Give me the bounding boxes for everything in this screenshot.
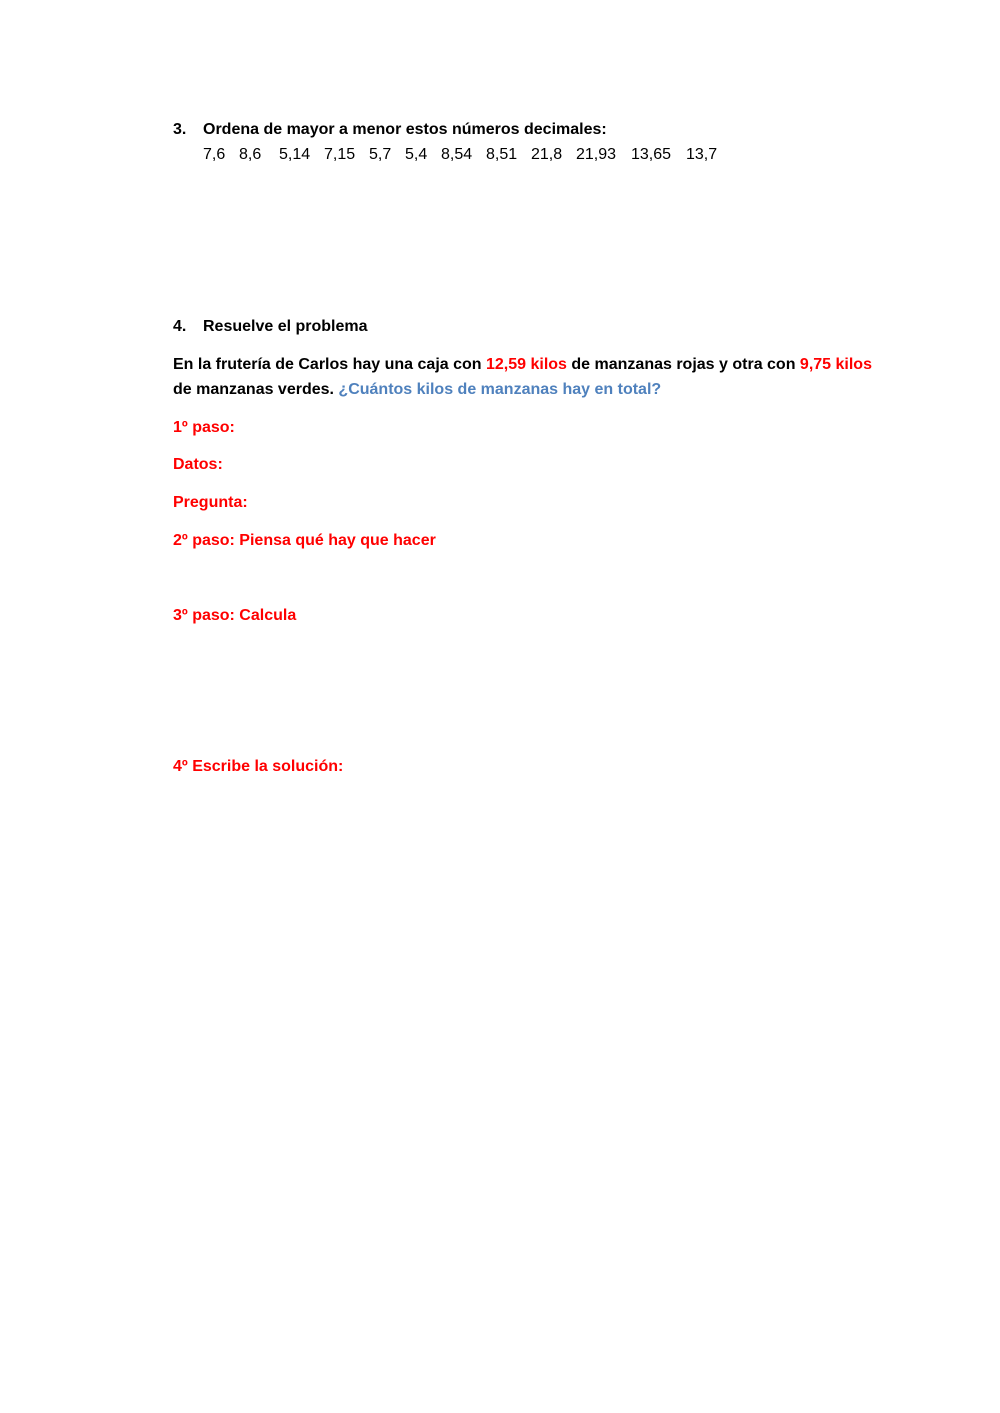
problem-line-1 [173,355,872,375]
pregunta-label: Pregunta: [173,494,248,511]
decimal-number: 7,15 [324,146,356,163]
problem-quantity-red-apples: 12,59 kilos [486,356,567,373]
decimal-number: 8,6 [239,146,262,163]
decimal-number: 13,7 [686,146,718,163]
decimal-number: 5,4 [405,146,428,163]
q3-number-list [203,145,763,165]
decimal-number: 5,7 [369,146,392,163]
decimal-number: 8,51 [486,146,518,163]
q3-number: 3. [173,121,187,138]
step-2-label: 2º paso: Piensa qué hay que hacer [173,532,436,549]
step-4-label: 4º Escribe la solución: [173,758,344,775]
problem-line-2 [173,380,661,400]
problem-question: ¿Cuántos kilos de manzanas hay en total? [338,381,662,398]
q3-title: Ordena de mayor a menor estos números decimales: [203,121,607,138]
decimal-number: 7,6 [203,146,226,163]
decimal-number: 8,54 [441,146,473,163]
q4-title: Resuelve el problema [203,318,368,335]
q4-number: 4. [173,318,187,335]
step-1-label: 1º paso: [173,419,235,436]
datos-label: Datos: [173,456,223,473]
decimal-number: 13,65 [631,146,672,163]
decimal-number: 21,8 [531,146,563,163]
decimal-number: 5,14 [279,146,311,163]
problem-quantity-green-apples: 9,75 kilos [799,356,872,373]
problem-text: de manzanas verdes. [173,381,339,398]
step-3-label: 3º paso: Calcula [173,607,297,624]
problem-text: En la frutería de Carlos hay una caja con [173,356,486,373]
decimal-number: 21,93 [576,146,617,163]
problem-text: de manzanas rojas y otra con [566,356,800,373]
